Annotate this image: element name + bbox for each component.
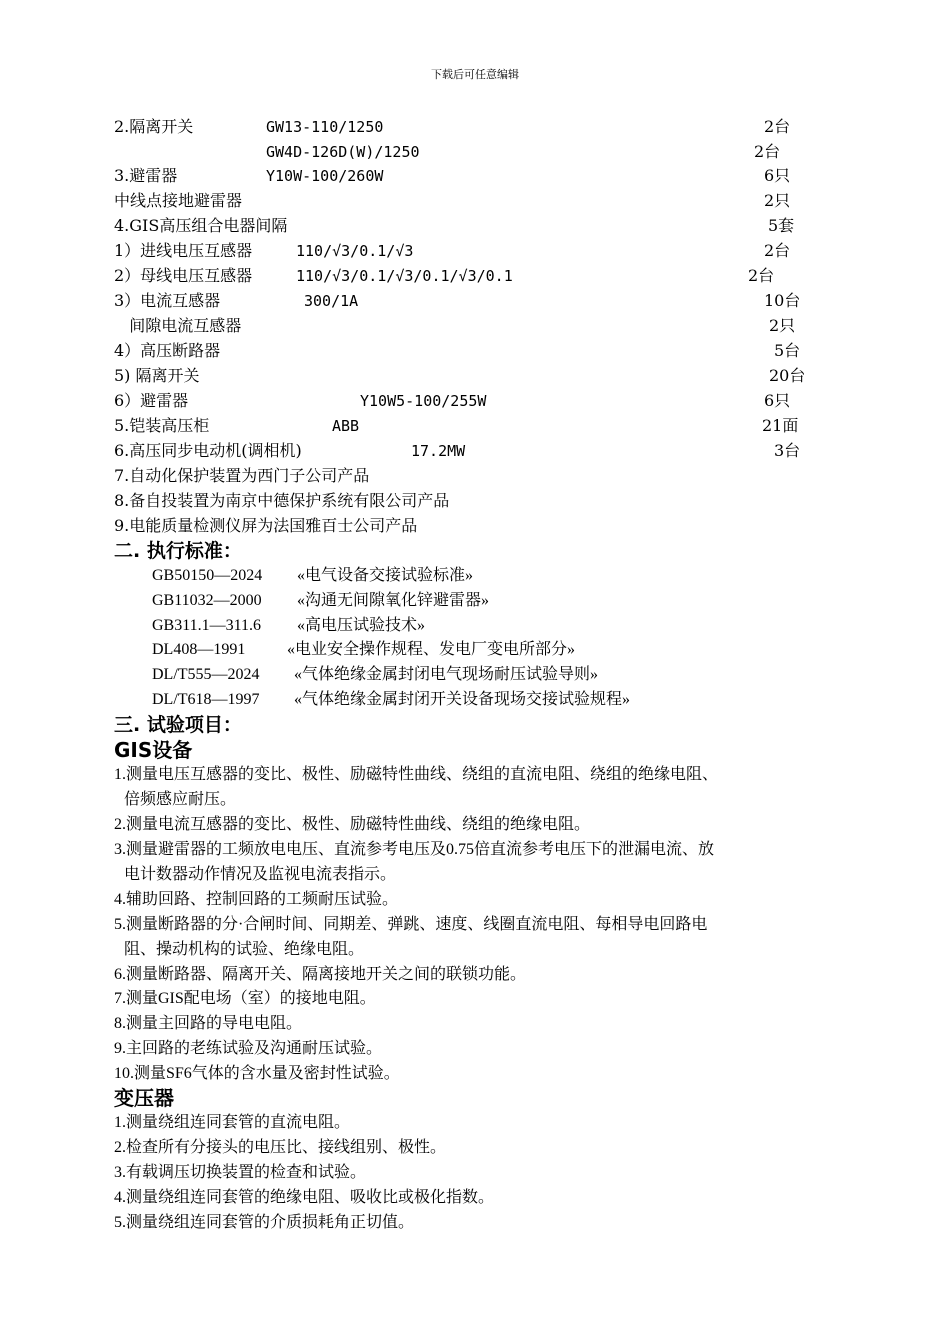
equipment-name: 3.避雷器 — [114, 166, 178, 185]
test-item — [114, 1036, 844, 1061]
equipment-qty: 10台 — [764, 291, 801, 310]
test-item-text: 9.主回路的老练试验及沟通耐压试验。 — [114, 1040, 383, 1057]
test-item — [114, 837, 844, 887]
section-heading-standards: 二. 执行标准： — [114, 540, 242, 562]
standard-title: «沟通无间隙氧化锌避雷器» — [297, 592, 490, 609]
equipment-qty: 6只 — [764, 391, 791, 410]
equipment-row — [114, 264, 814, 288]
equipment-qty: 5台 — [774, 341, 801, 360]
test-item-text: 4.辅助回路、控制回路的工频耐压试验。 — [114, 891, 399, 908]
equipment-qty: 6只 — [764, 166, 791, 185]
equipment-model: ABB — [332, 417, 360, 435]
test-item-continuation: 阻、操动机构的试验、绝缘电阻。 — [124, 941, 365, 958]
equipment-row — [114, 239, 814, 263]
equipment-qty: 2台 — [748, 266, 775, 285]
test-item — [114, 962, 844, 987]
equipment-row — [114, 364, 814, 388]
equipment-name: 1）进线电压互感器 — [114, 241, 253, 260]
equipment-qty: 5套 — [768, 216, 795, 235]
equipment-name: 2.隔离开关 — [114, 117, 194, 136]
standard-code: GB50150—2024 — [152, 567, 263, 584]
test-item — [114, 1011, 844, 1036]
equipment-row — [114, 414, 814, 438]
test-item-text: 1.测量电压互感器的变比、极性、励磁特性曲线、绕组的直流电阻、绕组的绝缘电阻、 — [114, 766, 719, 783]
test-item — [114, 812, 844, 837]
test-item-text: 3.测量避雷器的工频放电电压、直流参考电压及0.75倍直流参考电压下的泄漏电流、放 — [114, 841, 715, 858]
test-item-continuation: 电计数器动作情况及监视电流表指示。 — [124, 866, 397, 883]
equipment-model: GW13-110/1250 — [266, 118, 384, 136]
standard-title: «高电压试验技术» — [297, 617, 426, 634]
standard-code: GB11032—2000 — [152, 592, 262, 609]
equipment-row — [114, 439, 814, 463]
equipment-qty: 2台 — [764, 117, 791, 136]
equipment-row — [114, 164, 814, 188]
test-item-text: 5.测量断路器的分·合闸时间、同期差、弹跳、速度、线圈直流电阻、每相导电回路电 — [114, 916, 708, 933]
subheading-transformer: 变压器 — [114, 1086, 174, 1110]
equipment-qty: 20台 — [769, 366, 806, 385]
equipment-name: 5) 隔离开关 — [114, 366, 200, 385]
equipment-row — [114, 289, 814, 313]
test-item-continuation: 倍频感应耐压。 — [124, 791, 237, 808]
test-item-text: 6.测量断路器、隔离开关、隔离接地开关之间的联锁功能。 — [114, 966, 527, 983]
equipment-row — [114, 140, 814, 164]
transformer-item: 1.测量绕组连同套管的直流电阻。 — [114, 1114, 351, 1131]
equipment-row — [114, 115, 814, 139]
note-line: 7.自动化保护装置为西门子公司产品 — [114, 466, 370, 485]
test-item — [114, 762, 844, 812]
standard-code: GB311.1—311.6 — [152, 617, 262, 634]
standard-title: «电业安全操作规程、发电厂变电所部分» — [287, 641, 576, 658]
transformer-item: 4.测量绕组连同套管的绝缘电阻、吸收比或极化指数。 — [114, 1189, 495, 1206]
equipment-row — [114, 214, 814, 238]
equipment-model: 300/1A — [304, 292, 359, 310]
test-item-text: 2.测量电流互感器的变比、极性、励磁特性曲线、绕组的绝缘电阻。 — [114, 816, 591, 833]
equipment-name: 中线点接地避雷器 — [114, 191, 243, 210]
standard-code: DL408—1991 — [152, 641, 246, 658]
equipment-row — [114, 189, 814, 213]
equipment-model: 110/√3/0.1/√3 — [296, 242, 414, 260]
note-line: 8.备自投装置为南京中德保护系统有限公司产品 — [114, 491, 450, 510]
standard-code: DL/T555—2024 — [152, 666, 260, 683]
standard-code: DL/T618—1997 — [152, 691, 260, 708]
standard-title: «气体绝缘金属封闭电气现场耐压试验导则» — [294, 666, 599, 683]
equipment-name: 5.铠装高压柜 — [114, 416, 210, 435]
test-item — [114, 887, 844, 912]
equipment-row — [114, 314, 814, 338]
equipment-name: 4.GIS高压组合电器间隔 — [114, 216, 288, 235]
equipment-qty: 2台 — [754, 142, 781, 161]
equipment-model: GW4D-126D(W)/1250 — [266, 143, 420, 161]
equipment-row — [114, 339, 814, 363]
note-line: 9.电能质量检测仪屏为法国雅百士公司产品 — [114, 516, 418, 535]
page-header: 下载后可任意编辑 — [431, 68, 519, 81]
equipment-model: Y10W5-100/255W — [360, 392, 487, 410]
equipment-model: Y10W-100/260W — [266, 167, 384, 185]
test-item-text: 10.测量SF6气体的含水量及密封性试验。 — [114, 1065, 400, 1082]
equipment-model: 17.2MW — [411, 442, 466, 460]
test-item — [114, 1061, 844, 1086]
transformer-item: 3.有载调压切换装置的检查和试验。 — [114, 1164, 367, 1181]
equipment-qty: 2只 — [764, 191, 791, 210]
transformer-item: 2.检查所有分接头的电压比、接线组别、极性。 — [114, 1139, 447, 1156]
test-item-text: 7.测量GIS配电场（室）的接地电阻。 — [114, 990, 376, 1007]
transformer-item: 5.测量绕组连同套管的介质损耗角正切值。 — [114, 1214, 415, 1231]
equipment-qty: 21面 — [762, 416, 799, 435]
section-heading-tests: 三. 试验项目： — [114, 714, 242, 736]
equipment-name: 2）母线电压互感器 — [114, 266, 253, 285]
equipment-row — [114, 389, 814, 413]
equipment-qty: 2台 — [764, 241, 791, 260]
equipment-name: 6）避雷器 — [114, 391, 189, 410]
equipment-model: 110/√3/0.1/√3/0.1/√3/0.1 — [296, 267, 513, 285]
standard-title: «气体绝缘金属封闭开关设备现场交接试验规程» — [294, 691, 631, 708]
test-item — [114, 986, 844, 1011]
test-item — [114, 912, 844, 962]
equipment-qty: 2只 — [769, 316, 796, 335]
equipment-name: 3）电流互感器 — [114, 291, 221, 310]
equipment-name: 4）高压断路器 — [114, 341, 221, 360]
test-item-text: 8.测量主回路的导电电阻。 — [114, 1015, 303, 1032]
equipment-name: 6.高压同步电动机(调相机) — [114, 441, 302, 460]
standard-title: «电气设备交接试验标准» — [297, 567, 474, 584]
subheading-gis: GIS设备 — [114, 738, 193, 762]
equipment-name: 间隙电流互感器 — [114, 316, 242, 335]
equipment-qty: 3台 — [774, 441, 801, 460]
